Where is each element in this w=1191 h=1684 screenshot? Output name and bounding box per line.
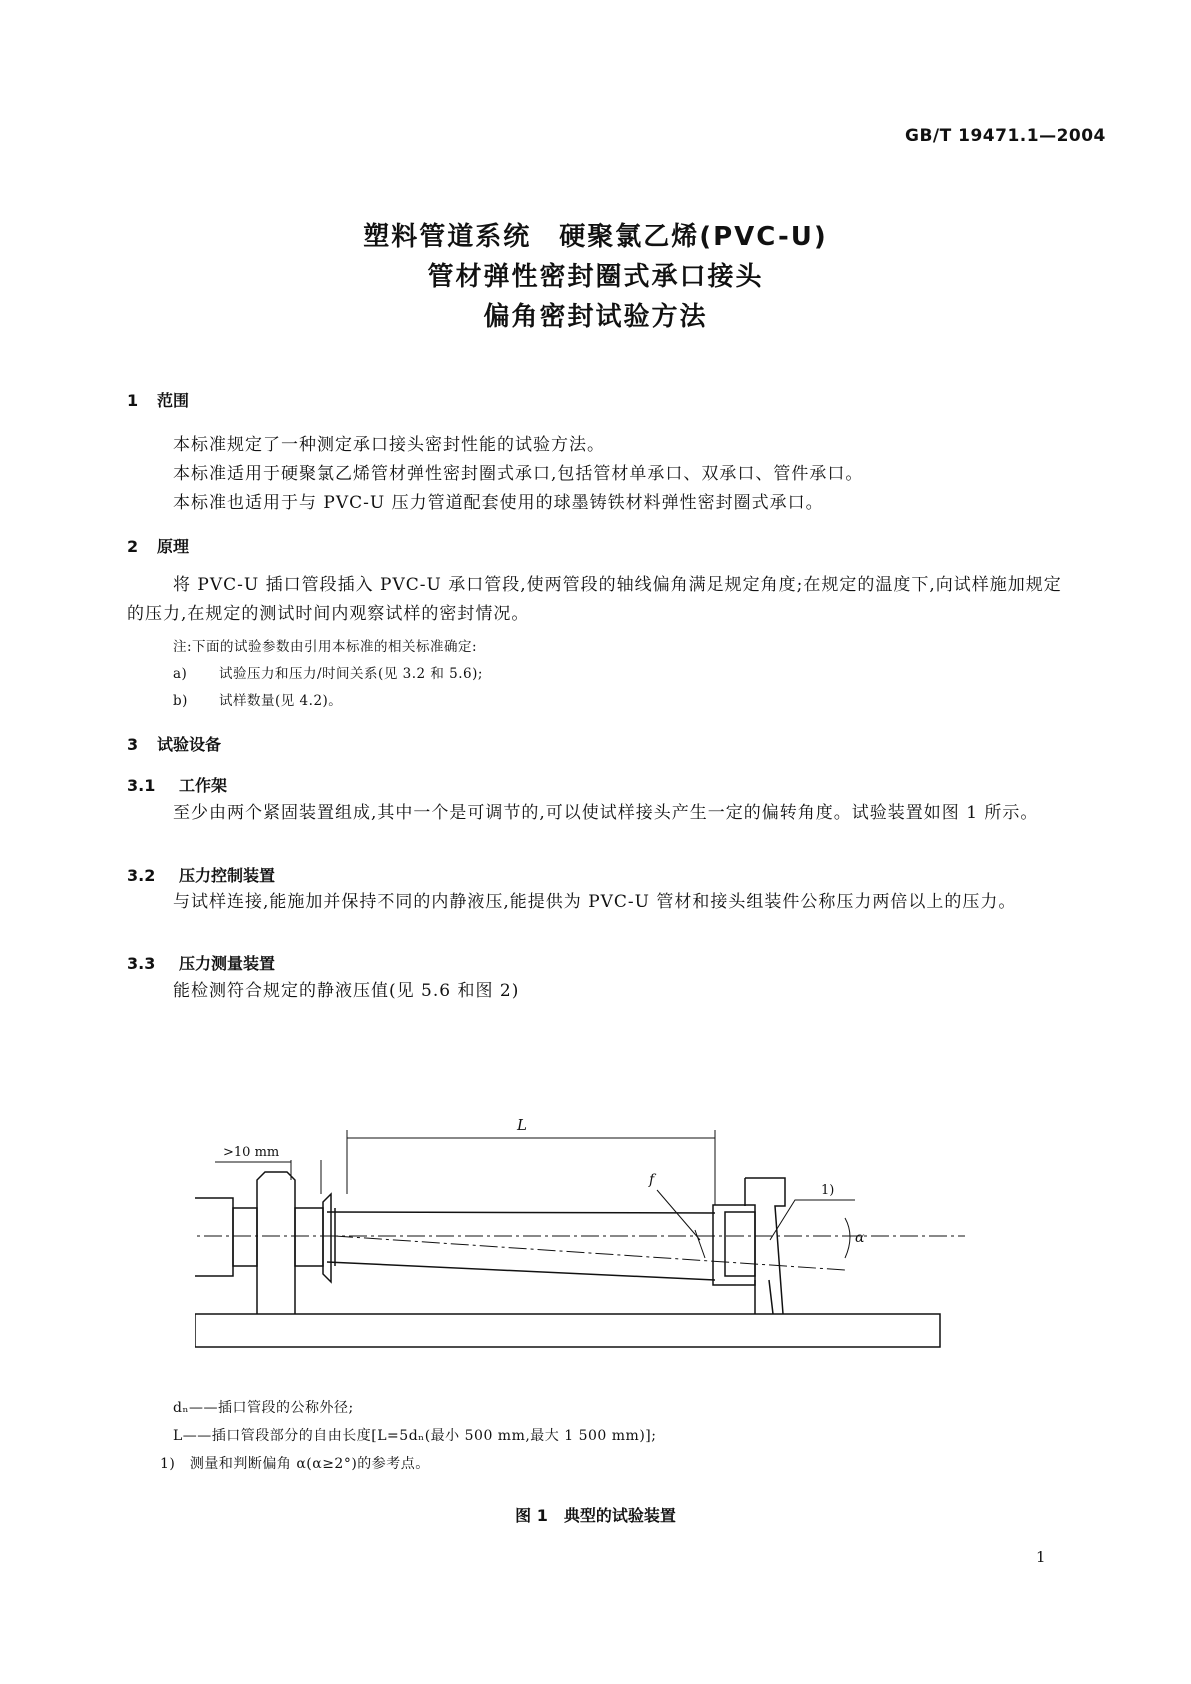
section-number: 2 — [127, 537, 139, 556]
section-2-heading — [127, 534, 189, 557]
figure-caption: 图 1 典型的试验装置 — [515, 1506, 676, 1525]
paragraph: 本标准也适用于与 PVC-U 压力管道配套使用的球墨铸铁材料弹性密封圈式承口。 — [173, 493, 824, 513]
subsection-3-3-heading — [127, 951, 275, 974]
subsection-title: 工作架 — [179, 776, 228, 795]
f-label: f — [649, 1172, 655, 1188]
section-1-heading — [127, 388, 189, 411]
clearance-label: >10 mm — [223, 1145, 280, 1160]
note-item-text: 试样数量(见 4.2)。 — [219, 693, 343, 709]
title-line-1: 塑料管道系统 硬聚氯乙烯(PVC-U) — [363, 222, 828, 252]
subsection-number: 3.3 — [127, 954, 156, 973]
tilted-axis — [335, 1236, 845, 1270]
section-number: 1 — [127, 391, 139, 410]
paragraph: 本标准规定了一种测定承口接头密封性能的试验方法。 — [173, 435, 605, 455]
base-plate — [195, 1314, 940, 1347]
section-title: 原理 — [157, 537, 190, 556]
paragraph: 至少由两个紧固装置组成,其中一个是可调节的,可以使试样接头产生一定的偏转角度。试验装置如图 1 所示。 — [173, 803, 1039, 823]
clamp-left — [295, 1208, 323, 1266]
alpha-arc — [845, 1218, 850, 1258]
section-number: 3 — [127, 735, 139, 754]
note-item-label: a) — [173, 666, 188, 682]
paragraph: 能检测符合规定的静液压值(见 5.6 和图 2) — [173, 981, 520, 1001]
spigot-pipe — [327, 1212, 715, 1280]
subsection-number: 3.2 — [127, 866, 156, 885]
legend-item: L——插口管段部分的自由长度[L=5dₙ(最小 500 mm,最大 1 500 mm)]; — [173, 1428, 657, 1444]
subsection-title: 压力测量装置 — [179, 954, 276, 973]
socket-seal — [725, 1212, 755, 1276]
note-item — [173, 662, 483, 682]
subsection-3-1-heading — [127, 773, 227, 796]
f-leader — [657, 1190, 705, 1258]
standard-number: GB/T 19471.1—2004 — [905, 126, 1106, 146]
socket-coupling — [713, 1205, 755, 1285]
note-item — [173, 689, 342, 709]
note-item-text: 试验压力和压力/时间关系(见 3.2 和 5.6); — [219, 666, 483, 682]
end-cap — [195, 1198, 233, 1276]
adjustable-legs — [755, 1280, 773, 1314]
legend-item: 1) 测量和判断偏角 α(α≥2°)的参考点。 — [160, 1456, 430, 1472]
paragraph: 与试样连接,能施加并保持不同的内静液压,能提供为 PVC-U 管材和接头组装件公称压力两倍以上的压力。 — [173, 892, 1017, 912]
clearance-dimension — [215, 1160, 321, 1194]
section-title: 范围 — [157, 391, 190, 410]
reference-label: 1) — [821, 1183, 835, 1198]
note-intro: 注:下面的试验参数由引用本标准的相关标准确定: — [173, 639, 478, 655]
end-cap-neck — [233, 1208, 257, 1266]
title-line-3: 偏角密封试验方法 — [483, 302, 708, 332]
title-line-2: 管材弹性密封圈式承口接头 — [427, 262, 764, 292]
page-number: 1 — [1036, 1548, 1046, 1566]
section-3-heading — [127, 732, 221, 755]
test-apparatus-diagram — [195, 1090, 1015, 1350]
section-title: 试验设备 — [157, 735, 222, 754]
length-label: L — [517, 1116, 527, 1134]
paragraph: 将 PVC-U 插口管段插入 PVC-U 承口管段,使两管段的轴线偏角满足规定角度;在规定的温度下,向试样施加规定的压力,在规定的测试时间内观察试样的密封情况。 — [127, 575, 1062, 624]
note-item-label: b) — [173, 693, 188, 709]
subsection-title: 压力控制装置 — [179, 866, 276, 885]
subsection-number: 3.1 — [127, 776, 156, 795]
paragraph: 本标准适用于硬聚氯乙烯管材弹性密封圈式承口,包括管材单承口、双承口、管件承口。 — [173, 464, 864, 484]
fixed-stand — [257, 1172, 295, 1314]
legend-item: dₙ——插口管段的公称外径; — [173, 1400, 354, 1416]
alpha-label: α — [855, 1230, 865, 1246]
socket-flange — [323, 1194, 331, 1282]
adjustable-stand — [745, 1178, 785, 1314]
subsection-3-2-heading — [127, 863, 275, 886]
